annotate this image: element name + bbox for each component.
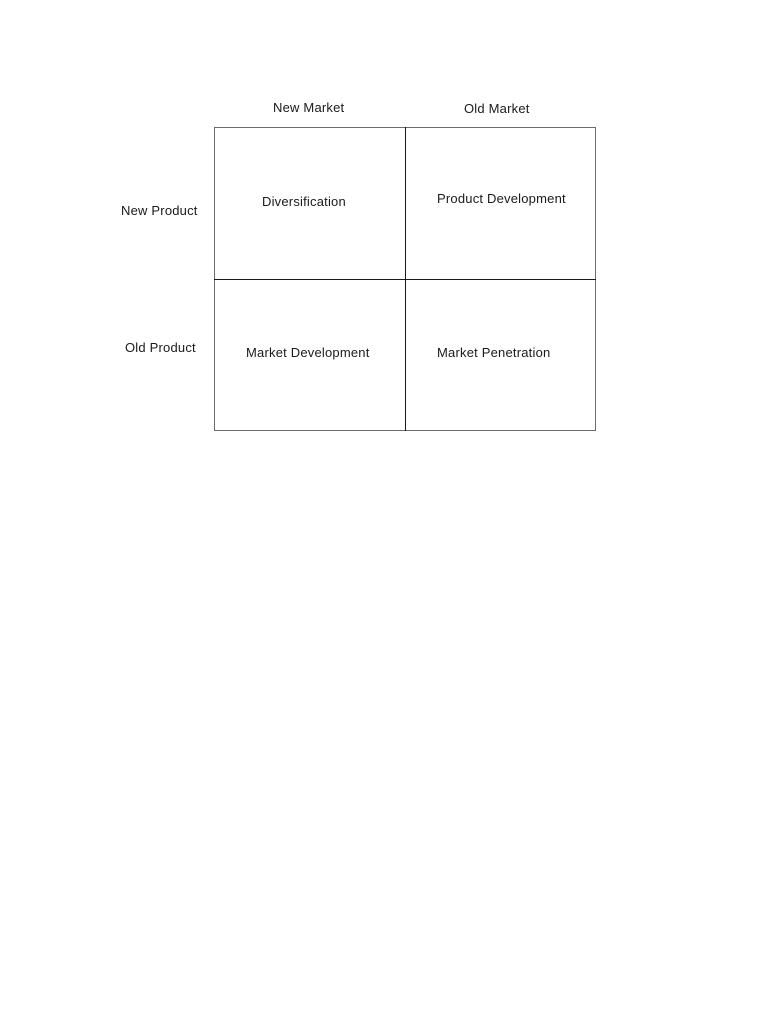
column-header-old-market: Old Market: [464, 101, 530, 116]
cell-market-penetration: Market Penetration: [437, 345, 551, 360]
row-header-new-product: New Product: [121, 203, 198, 218]
cell-diversification: Diversification: [262, 194, 346, 209]
cell-product-development: Product Development: [437, 191, 566, 206]
column-header-new-market: New Market: [273, 100, 345, 115]
row-header-old-product: Old Product: [125, 340, 196, 355]
cell-market-development: Market Development: [246, 345, 370, 360]
matrix-horizontal-divider: [214, 279, 596, 280]
